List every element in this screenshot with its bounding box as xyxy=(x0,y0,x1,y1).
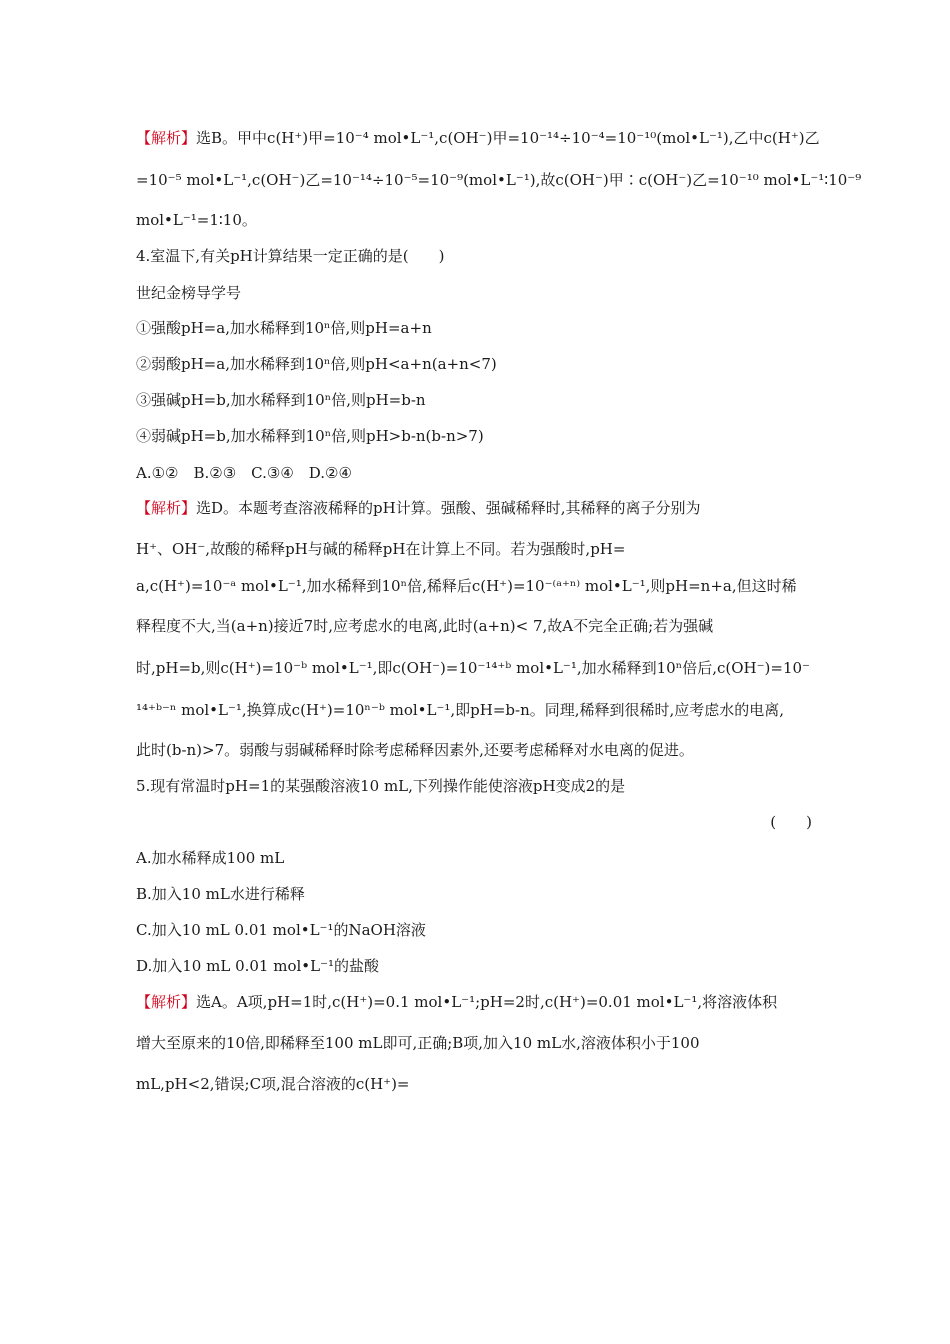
text-line: a,c(H⁺)=10⁻ᵃ mol•L⁻¹,加水稀释到10ⁿ倍,稀释后c(H⁺)=10⁻⁽ᵃ⁺ⁿ⁾ mol•L⁻¹,则pH=n+a,但这时稀 xyxy=(136,577,797,595)
option-c: C.加入10 mL 0.01 mol•L⁻¹的NaOH溶液 xyxy=(136,921,426,939)
statement-3: ③强碱pH=b,加水稀释到10ⁿ倍,则pH=b-n xyxy=(136,391,426,409)
text-line: 选A。A项,pH=1时,c(H⁺)=0.1 mol•L⁻¹;pH=2时,c(H⁺)=0.01 mol•L⁻¹,将溶液体积 xyxy=(196,993,778,1011)
question-4-stem: 4.室温下,有关pH计算结果一定正确的是( ) xyxy=(136,247,445,265)
text-line: 选B。甲中c(H⁺)甲=10⁻⁴ mol•L⁻¹,c(OH⁻)甲=10⁻¹⁴÷10⁻⁴=10⁻¹⁰(mol•L⁻¹),乙中c(H⁺)乙 xyxy=(196,129,820,147)
text-line: mol•L⁻¹=1∶10。 xyxy=(136,211,257,229)
statement-4: ④弱碱pH=b,加水稀释到10ⁿ倍,则pH>b-n(b-n>7) xyxy=(136,427,484,445)
statement-1: ①强酸pH=a,加水稀释到10ⁿ倍,则pH=a+n xyxy=(136,319,432,337)
text-line: =10⁻⁵ mol•L⁻¹,c(OH⁻)乙=10⁻¹⁴÷10⁻⁵=10⁻⁹(mol•L⁻¹),故c(OH⁻)甲∶c(OH⁻)乙=10⁻¹⁰ mol•L⁻¹∶10⁻⁹ xyxy=(136,171,862,189)
answer-blank: ( ) xyxy=(770,813,812,831)
analysis-paragraph-3 xyxy=(136,992,816,1012)
text-line: H⁺、OH⁻,故酸的稀释pH与碱的稀释pH在计算上不同。若为强酸时,pH= xyxy=(136,540,626,558)
question-5-stem: 5.现有常温时pH=1的某强酸溶液10 mL,下列操作能使溶液pH变成2的是 xyxy=(136,777,626,795)
text-line: 时,pH=b,则c(H⁺)=10⁻ᵇ mol•L⁻¹,即c(OH⁻)=10⁻¹⁴⁺ᵇ mol•L⁻¹,加水稀释到10ⁿ倍后,c(OH⁻)=10⁻ xyxy=(136,659,810,677)
analysis-tag: 【解析】 xyxy=(136,993,197,1011)
text-line: 释程度不大,当(a+n)接近7时,应考虑水的电离,此时(a+n)< 7,故A不完全正确;若为强碱 xyxy=(136,617,714,635)
text-line: 此时(b-n)>7。弱酸与弱碱稀释时除考虑稀释因素外,还要考虑稀释对水电离的促进。 xyxy=(136,741,694,759)
source-note: 世纪金榜导学号 xyxy=(136,284,242,302)
analysis-tag: 【解析】 xyxy=(136,499,197,517)
option-d: D.加入10 mL 0.01 mol•L⁻¹的盐酸 xyxy=(136,957,380,975)
analysis-paragraph-2 xyxy=(136,498,816,518)
question-4-options: A.①② B.②③ C.③④ D.②④ xyxy=(136,464,352,482)
text-line: mL,pH<2,错误;C项,混合溶液的c(H⁺)= xyxy=(136,1075,410,1093)
text-line: 选D。本题考查溶液稀释的pH计算。强酸、强碱稀释时,其稀释的离子分别为 xyxy=(196,499,701,517)
text-line: ¹⁴⁺ᵇ⁻ⁿ mol•L⁻¹,换算成c(H⁺)=10ⁿ⁻ᵇ mol•L⁻¹,即pH=b-n。同理,稀释到很稀时,应考虑水的电离, xyxy=(136,701,785,719)
option-a: A.加水稀释成100 mL xyxy=(136,849,285,867)
statement-2: ②弱酸pH=a,加水稀释到10ⁿ倍,则pH<a+n(a+n<7) xyxy=(136,355,497,373)
analysis-paragraph-1 xyxy=(136,128,820,148)
text-line: 增大至原来的10倍,即稀释至100 mL即可,正确;B项,加入10 mL水,溶液体积小于100 xyxy=(136,1034,700,1052)
analysis-tag: 【解析】 xyxy=(136,129,197,147)
option-b: B.加入10 mL水进行稀释 xyxy=(136,885,305,903)
